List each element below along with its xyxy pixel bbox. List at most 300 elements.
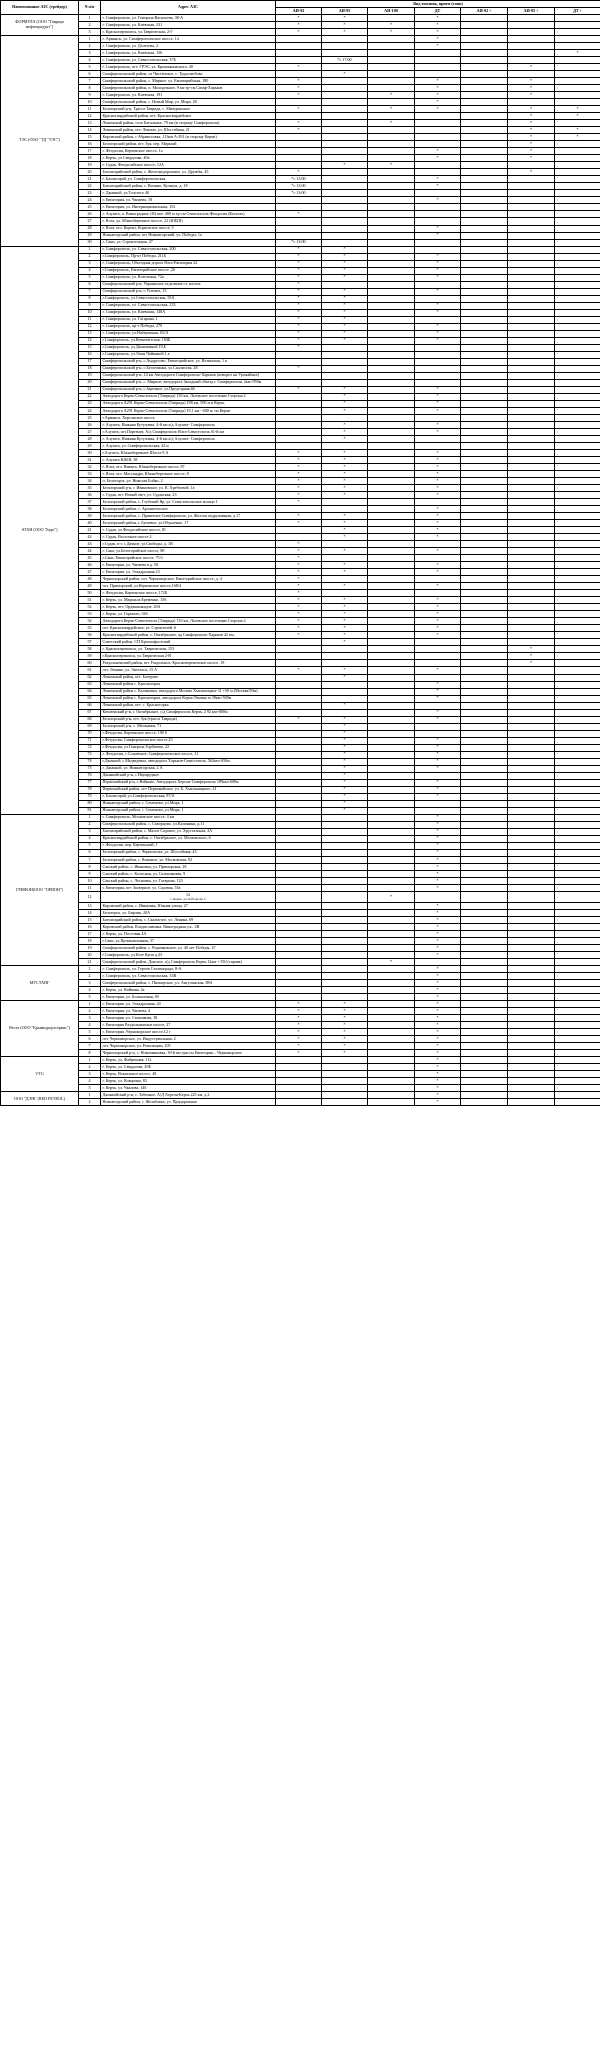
fuel-cell-2 <box>368 351 415 358</box>
row-number: 2 <box>79 973 101 980</box>
row-number: 3 <box>79 828 101 835</box>
fuel-cell-5 <box>508 246 555 253</box>
fuel-cell-2 <box>368 917 415 924</box>
fuel-cell-5 <box>508 50 555 57</box>
row-number: 33 <box>79 471 101 478</box>
fuel-cell-3: * <box>415 884 461 891</box>
fuel-cell-5 <box>508 22 555 29</box>
fuel-cell-0 <box>276 800 322 807</box>
fuel-cell-1: * <box>322 302 368 309</box>
station-address: г. Евпатория ,ул. Сытникова, 38 <box>101 1015 276 1022</box>
fuel-cell-6: * <box>555 106 600 113</box>
row-number: 2 <box>79 43 101 50</box>
table-row <box>1 471 600 478</box>
fuel-cell-6 <box>555 239 600 246</box>
fuel-cell-6 <box>555 1071 600 1078</box>
fuel-cell-5 <box>508 688 555 695</box>
fuel-cell-3 <box>415 800 461 807</box>
fuel-cell-2 <box>368 499 415 506</box>
fuel-cell-0: * <box>276 29 322 36</box>
station-address: г. Керчь, Вокзальное шоссе, 48 <box>101 1071 276 1078</box>
fuel-cell-3: * <box>415 583 461 590</box>
table-row <box>1 814 600 821</box>
fuel-cell-2 <box>368 744 415 751</box>
fuel-cell-4 <box>461 492 508 499</box>
fuel-cell-3 <box>415 541 461 548</box>
station-address: г.Красноперекопск, ул.Таврическая 2-В <box>101 653 276 660</box>
fuel-cell-4 <box>461 71 508 78</box>
fuel-cell-3: * <box>415 758 461 765</box>
station-address: пгт. Красногвардейское, ул. Строителей, 6 <box>101 625 276 632</box>
fuel-cell-3: * <box>415 632 461 639</box>
fuel-cell-6 <box>555 730 600 737</box>
row-number: 2 <box>79 1008 101 1015</box>
fuel-cell-6 <box>555 807 600 814</box>
fuel-cell-6 <box>555 980 600 987</box>
fuel-cell-4 <box>461 695 508 702</box>
row-number: 5 <box>79 274 101 281</box>
fuel-cell-6 <box>555 176 600 183</box>
fuel-cell-0 <box>276 709 322 716</box>
fuel-cell-2 <box>368 316 415 323</box>
fuel-cell-3: * <box>415 421 461 428</box>
fuel-cell-1: * <box>322 639 368 646</box>
fuel-cell-1 <box>322 938 368 945</box>
fuel-cell-0: * <box>276 1029 322 1036</box>
row-number: 16 <box>79 141 101 148</box>
station-address: Симферопольский район, с. Пионерское, ул. Ангулинская, 88А <box>101 980 276 987</box>
fuel-cell-2 <box>368 78 415 85</box>
fuel-cell-0 <box>276 744 322 751</box>
table-row <box>1 344 600 351</box>
fuel-cell-4 <box>461 218 508 225</box>
row-number: 72 <box>79 744 101 751</box>
fuel-cell-3 <box>415 442 461 449</box>
fuel-cell-5 <box>508 267 555 274</box>
station-address: г.Алушта, Южнобережное Шоссе 9 А <box>101 450 276 457</box>
station-address: г.Феодосия, Симферопольское шоссе 25 <box>101 737 276 744</box>
row-number: 11 <box>79 106 101 113</box>
station-address: г. Красноперекопск, ул.Таврическая, 2-Г <box>101 29 276 36</box>
fuel-cell-5: * <box>508 148 555 155</box>
station-address: г.Саки, ул.Промышленная, 37 <box>101 938 276 945</box>
table-row <box>1 646 600 653</box>
fuel-cell-2 <box>368 842 415 849</box>
fuel-cell-1 <box>322 169 368 176</box>
fuel-cell-1 <box>322 506 368 513</box>
fuel-cell-1 <box>322 99 368 106</box>
fuel-cell-1 <box>322 225 368 232</box>
table-row <box>1 1036 600 1043</box>
fuel-cell-0: * <box>276 1050 322 1057</box>
fuel-cell-4 <box>461 288 508 295</box>
fuel-cell-0: * <box>276 548 322 555</box>
fuel-cell-5 <box>508 29 555 36</box>
table-row <box>1 239 600 246</box>
fuel-cell-6 <box>555 365 600 372</box>
fuel-cell-6: * <box>555 134 600 141</box>
station-address: г. Феодосия, с.Солнечное, Симферопольское шоссе, 11 <box>101 751 276 758</box>
fuel-cell-1: * <box>322 597 368 604</box>
fuel-cell-6 <box>555 849 600 856</box>
fuel-cell-0: * <box>276 92 322 99</box>
fuel-cell-2 <box>368 814 415 821</box>
fuel-cell-5 <box>508 435 555 442</box>
fuel-cell-5 <box>508 674 555 681</box>
table-row <box>1 50 600 57</box>
fuel-cell-4 <box>461 1015 508 1022</box>
table-row <box>1 386 600 393</box>
fuel-cell-0 <box>276 534 322 541</box>
fuel-cell-1 <box>322 1085 368 1092</box>
fuel-cell-6 <box>555 959 600 966</box>
fuel-cell-3: * <box>415 814 461 821</box>
fuel-cell-3: * <box>415 1008 461 1015</box>
table-row <box>1 36 600 43</box>
fuel-cell-4 <box>461 183 508 190</box>
fuel-cell-3 <box>415 772 461 779</box>
fuel-cell-2 <box>368 667 415 674</box>
fuel-cell-0 <box>276 71 322 78</box>
fuel-cell-4 <box>461 274 508 281</box>
fuel-cell-1: * <box>322 1036 368 1043</box>
fuel-cell-0: * <box>276 604 322 611</box>
table-row <box>1 64 600 71</box>
fuel-cell-4 <box>461 660 508 667</box>
fuel-cell-4 <box>461 828 508 835</box>
station-address: Белогорский район, пгт. Зуя, пер. Мирный <box>101 141 276 148</box>
fuel-cell-1: * <box>322 604 368 611</box>
row-number: 7 <box>79 78 101 85</box>
fuel-cell-0 <box>276 931 322 938</box>
fuel-cell-5 <box>508 471 555 478</box>
table-row <box>1 351 600 358</box>
fuel-cell-4 <box>461 800 508 807</box>
fuel-cell-6 <box>555 141 600 148</box>
fuel-cell-3: * <box>415 987 461 994</box>
fuel-cell-5 <box>508 681 555 688</box>
fuel-cell-0 <box>276 428 322 435</box>
fuel-cell-6 <box>555 611 600 618</box>
fuel-cell-0: * <box>276 302 322 309</box>
fuel-cell-1: * <box>322 330 368 337</box>
fuel-cell-3: * <box>415 176 461 183</box>
station-address: Белогорский район, с. Приветное Симферополь, ул. Желтая подружинная, д.17 <box>101 513 276 520</box>
fuel-cell-4 <box>461 966 508 973</box>
fuel-cell-6 <box>555 414 600 421</box>
fuel-cell-2 <box>368 653 415 660</box>
fuel-cell-1 <box>322 106 368 113</box>
fuel-cell-4 <box>461 758 508 765</box>
fuel-cell-0: * <box>276 583 322 590</box>
fuel-cell-0 <box>276 225 322 232</box>
fuel-cell-3: * <box>415 924 461 931</box>
table-row <box>1 450 600 457</box>
fuel-cell-1: * <box>322 744 368 751</box>
fuel-cell-6 <box>555 1092 600 1099</box>
row-number: 43 <box>79 541 101 548</box>
fuel-cell-0 <box>276 821 322 828</box>
fuel-cell-3 <box>415 358 461 365</box>
fuel-cell-1: * <box>322 534 368 541</box>
fuel-cell-4 <box>461 548 508 555</box>
table-row <box>1 330 600 337</box>
fuel-cell-1: * <box>322 723 368 730</box>
header-fuel-6: ДТ + <box>555 8 600 15</box>
fuel-cell-1: * <box>322 807 368 814</box>
station-address: Белогорский район, г. Бушевое, ул.Обукленко, 17 <box>101 520 276 527</box>
fuel-cell-6 <box>555 576 600 583</box>
table-row <box>1 1078 600 1085</box>
fuel-cell-5 <box>508 302 555 309</box>
fuel-cell-5 <box>508 541 555 548</box>
fuel-cell-4 <box>461 1008 508 1015</box>
fuel-cell-0: * <box>276 295 322 302</box>
fuel-cell-5 <box>508 295 555 302</box>
row-number: 10 <box>79 309 101 316</box>
fuel-cell-1: * <box>322 786 368 793</box>
fuel-cell-1: * <box>322 471 368 478</box>
station-address: г. Симферополь, ул. Героев Сталинграда, 8-А <box>101 966 276 973</box>
fuel-cell-6 <box>555 457 600 464</box>
table-row <box>1 987 600 994</box>
fuel-cell-4 <box>461 576 508 583</box>
fuel-cell-3: * <box>415 428 461 435</box>
fuel-cell-6 <box>555 71 600 78</box>
fuel-cell-4 <box>461 435 508 442</box>
fuel-cell-2 <box>368 924 415 931</box>
fuel-cell-4 <box>461 239 508 246</box>
fuel-cell-6 <box>555 288 600 295</box>
table-row <box>1 260 600 267</box>
fuel-cell-4 <box>461 681 508 688</box>
fuel-cell-1: * <box>322 758 368 765</box>
fuel-cell-2 <box>368 987 415 994</box>
fuel-cell-5 <box>508 842 555 849</box>
fuel-cell-5 <box>508 358 555 365</box>
row-number: 19 <box>79 162 101 169</box>
fuel-cell-6 <box>555 786 600 793</box>
fuel-cell-3 <box>415 702 461 709</box>
row-number: 2 <box>79 253 101 260</box>
fuel-cell-2 <box>368 674 415 681</box>
fuel-cell-2 <box>368 450 415 457</box>
fuel-cell-5 <box>508 772 555 779</box>
fuel-cell-0: * <box>276 1001 322 1008</box>
station-address: г. Феодосия, Керченское шоссе, 172Б <box>101 590 276 597</box>
fuel-cell-4 <box>461 674 508 681</box>
fuel-cell-5: * <box>508 106 555 113</box>
fuel-cell-2 <box>368 590 415 597</box>
table-row <box>1 877 600 884</box>
row-number: 60 <box>79 660 101 667</box>
fuel-cell-0 <box>276 57 322 64</box>
row-number: 1 <box>79 1001 101 1008</box>
fuel-cell-5 <box>508 253 555 260</box>
fuel-cell-1: * <box>322 618 368 625</box>
fuel-cell-2 <box>368 260 415 267</box>
fuel-cell-1 <box>322 835 368 842</box>
group-label: ФОРМУЛА (ООО "Таврида нефтепродукт") <box>1 15 79 36</box>
table-row <box>1 372 600 379</box>
fuel-cell-5 <box>508 751 555 758</box>
fuel-cell-2 <box>368 779 415 786</box>
row-number: 1 <box>79 814 101 821</box>
fuel-cell-3: * <box>415 821 461 828</box>
fuel-cell-6 <box>555 716 600 723</box>
fuel-cell-2 <box>368 688 415 695</box>
row-number: 46 <box>79 562 101 569</box>
row-number: 8 <box>79 85 101 92</box>
fuel-cell-2 <box>368 428 415 435</box>
fuel-cell-5 <box>508 218 555 225</box>
fuel-cell-1: * <box>322 421 368 428</box>
fuel-cell-3 <box>415 50 461 57</box>
table-row <box>1 15 600 22</box>
fuel-cell-2 <box>368 281 415 288</box>
fuel-cell-2 <box>368 386 415 393</box>
fuel-cell-2 <box>368 1022 415 1029</box>
row-number: 2 <box>79 1064 101 1071</box>
fuel-cell-2 <box>368 835 415 842</box>
fuel-cell-4 <box>461 910 508 917</box>
row-number: 1 <box>79 246 101 253</box>
table-row <box>1 667 600 674</box>
row-number: 80 <box>79 800 101 807</box>
fuel-cell-5 <box>508 569 555 576</box>
fuel-cell-6 <box>555 1029 600 1036</box>
fuel-cell-3: * <box>415 779 461 786</box>
table-row <box>1 618 600 625</box>
fuel-cell-0 <box>276 204 322 211</box>
fuel-cell-4 <box>461 863 508 870</box>
fuel-cell-5 <box>508 1064 555 1071</box>
fuel-cell-4 <box>461 931 508 938</box>
fuel-cell-5 <box>508 450 555 457</box>
fuel-cell-6 <box>555 952 600 959</box>
table-row <box>1 800 600 807</box>
fuel-cell-0 <box>276 527 322 534</box>
fuel-cell-6 <box>555 744 600 751</box>
station-address: Автодорога Керчь-Севастополь (Таврида) 130 км, Льговское поселение.Сторона 2 <box>101 618 276 625</box>
fuel-cell-3: * <box>415 1071 461 1078</box>
fuel-cell-3 <box>415 379 461 386</box>
fuel-cell-2 <box>368 464 415 471</box>
fuel-cell-5 <box>508 1085 555 1092</box>
table-row <box>1 1071 600 1078</box>
fuel-cell-3: * <box>415 527 461 534</box>
station-address: г.Симферополь, ул.Лизы Чайкиной 1 а <box>101 351 276 358</box>
fuel-cell-5 <box>508 765 555 772</box>
fuel-cell-2 <box>368 393 415 400</box>
fuel-cell-0: * <box>276 464 322 471</box>
station-address: Раздольненский район, пгт Раздольное, Красноперекопское шоссе, 19 <box>101 660 276 667</box>
fuel-cell-3: * <box>415 15 461 22</box>
fuel-cell-3: * <box>415 709 461 716</box>
row-number: 26 <box>79 421 101 428</box>
fuel-cell-1 <box>322 1071 368 1078</box>
fuel-cell-2 <box>368 576 415 583</box>
fuel-cell-6 <box>555 99 600 106</box>
station-address: г. Алушта, ул. Симферопольская, 42 н <box>101 442 276 449</box>
fuel-cell-6 <box>555 43 600 50</box>
fuel-cell-1: * <box>322 260 368 267</box>
fuel-cell-5 <box>508 583 555 590</box>
fuel-cell-0 <box>276 1071 322 1078</box>
fuel-cell-0 <box>276 506 322 513</box>
fuel-cell-4 <box>461 78 508 85</box>
fuel-cell-3 <box>415 674 461 681</box>
fuel-cell-6 <box>555 924 600 931</box>
fuel-cell-0 <box>276 772 322 779</box>
fuel-cell-4 <box>461 938 508 945</box>
fuel-cell-2 <box>368 492 415 499</box>
fuel-cell-1: * <box>322 583 368 590</box>
row-number: 21 <box>79 176 101 183</box>
table-row <box>1 849 600 856</box>
fuel-cell-1 <box>322 842 368 849</box>
fuel-cell-6 <box>555 527 600 534</box>
row-number: 10 <box>79 877 101 884</box>
fuel-cell-6 <box>555 471 600 478</box>
fuel-cell-4 <box>461 667 508 674</box>
fuel-cell-0: * <box>276 323 322 330</box>
table-row <box>1 281 600 288</box>
fuel-cell-3 <box>415 134 461 141</box>
fuel-cell-4 <box>461 730 508 737</box>
station-address: г. Евпатория, ул. Чапаева, 18 <box>101 197 276 204</box>
fuel-cell-0 <box>276 400 322 407</box>
fuel-cell-3 <box>415 730 461 737</box>
fuel-cell-5 <box>508 987 555 994</box>
table-row <box>1 485 600 492</box>
fuel-cell-0 <box>276 1099 322 1106</box>
table-row <box>1 134 600 141</box>
fuel-cell-4 <box>461 849 508 856</box>
row-number: 15 <box>79 917 101 924</box>
fuel-cell-4 <box>461 113 508 120</box>
table-row <box>1 464 600 471</box>
fuel-cell-4 <box>461 323 508 330</box>
row-number: 3 <box>79 29 101 36</box>
fuel-cell-2 <box>368 344 415 351</box>
fuel-cell-0 <box>276 779 322 786</box>
fuel-cell-0: * <box>276 716 322 723</box>
station-address: Белогорский район, с. Вожаное, ул. Московская, 92 <box>101 856 276 863</box>
row-number: 23 <box>79 400 101 407</box>
fuel-cell-1: * <box>322 632 368 639</box>
fuel-cell-6 <box>555 737 600 744</box>
fuel-cell-5 <box>508 1057 555 1064</box>
row-number: 4 <box>79 267 101 274</box>
fuel-cell-0: * <box>276 611 322 618</box>
fuel-cell-0 <box>276 688 322 695</box>
station-address: Кировский район, с. Ивановка, Южная улица, 27 <box>101 903 276 910</box>
fuel-cell-4 <box>461 1029 508 1036</box>
fuel-cell-1: * <box>322 1008 368 1015</box>
fuel-cell-4 <box>461 716 508 723</box>
fuel-cell-1 <box>322 365 368 372</box>
fuel-cell-2: * <box>368 106 415 113</box>
fuel-cell-6 <box>555 1001 600 1008</box>
fuel-cell-5 <box>508 225 555 232</box>
fuel-cell-4 <box>461 442 508 449</box>
fuel-cell-0: * <box>276 281 322 288</box>
row-number: 6 <box>79 849 101 856</box>
fuel-cell-1 <box>322 917 368 924</box>
row-number: 15 <box>79 134 101 141</box>
fuel-cell-2: * <box>368 162 415 169</box>
